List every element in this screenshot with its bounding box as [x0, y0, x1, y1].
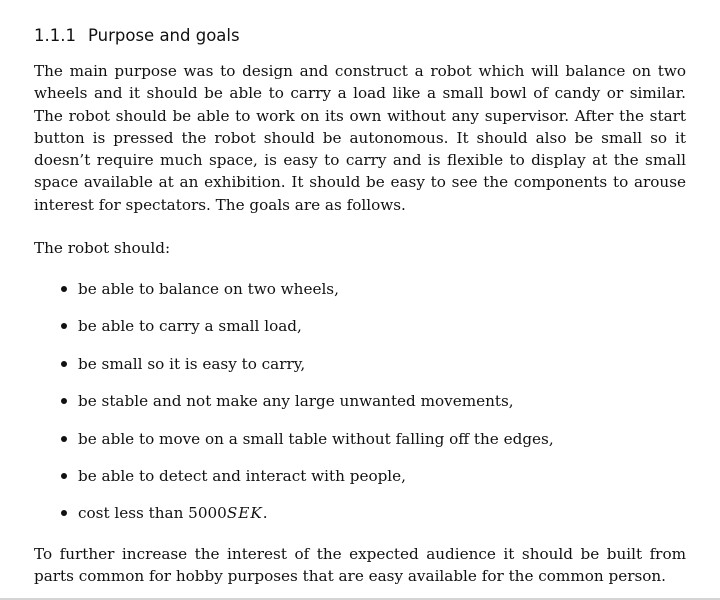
bullet-icon — [61, 361, 67, 367]
intro-paragraph: The main purpose was to design and construct a robot which will balance on two wheels and it should be able to carry a load like a small bowl of candy or similar. The robot should be able to work on its own without any supervisor. After the start button is pressed the robot should be autonomous. It should also be small so it doesn’t require much space, is easy to carry and is flexible to display at the small space available at an exhibition. It should be easy to see the components to arouse interest for spectators. The goals are as follows. — [34, 62, 686, 214]
goal-text: be able to carry a small load, — [78, 317, 302, 336]
section-number: 1.1.1 — [34, 26, 76, 45]
bullet-icon — [61, 473, 67, 479]
closing-paragraph: To further increase the interest of the expected audience it should be built from parts common for hobby purposes that are easy available for the common person. — [34, 545, 686, 586]
goal-text: be able to balance on two wheels, — [78, 280, 339, 298]
bullet-icon — [61, 436, 67, 442]
goal-item-cost — [34, 502, 554, 539]
goals-list — [34, 278, 554, 540]
goal-item — [34, 390, 554, 427]
bullet-icon — [61, 398, 67, 404]
goal-text: be able to detect and interact with people, — [78, 466, 406, 485]
goal-item — [34, 315, 554, 352]
section-heading — [34, 26, 240, 45]
goals-lead-paragraph: The robot should: — [34, 239, 171, 257]
goal-text: be able to move on a small table without falling off the edges, — [78, 429, 554, 448]
cost-goal-unit: SEK — [226, 504, 263, 523]
goal-item — [34, 428, 554, 465]
cost-goal-text: cost less than 5000 — [78, 504, 227, 523]
section-title: Purpose and goals — [87, 26, 240, 45]
bullet-icon — [61, 510, 67, 516]
goal-text: be small so it is easy to carry, — [78, 354, 306, 373]
goal-item — [34, 465, 554, 502]
goal-item — [34, 353, 554, 390]
bullet-icon — [61, 286, 67, 292]
cost-goal-suffix: . — [262, 504, 268, 523]
goal-item — [34, 278, 554, 315]
bullet-icon — [61, 323, 67, 329]
goal-text: be stable and not make any large unwanted movements, — [78, 392, 514, 411]
